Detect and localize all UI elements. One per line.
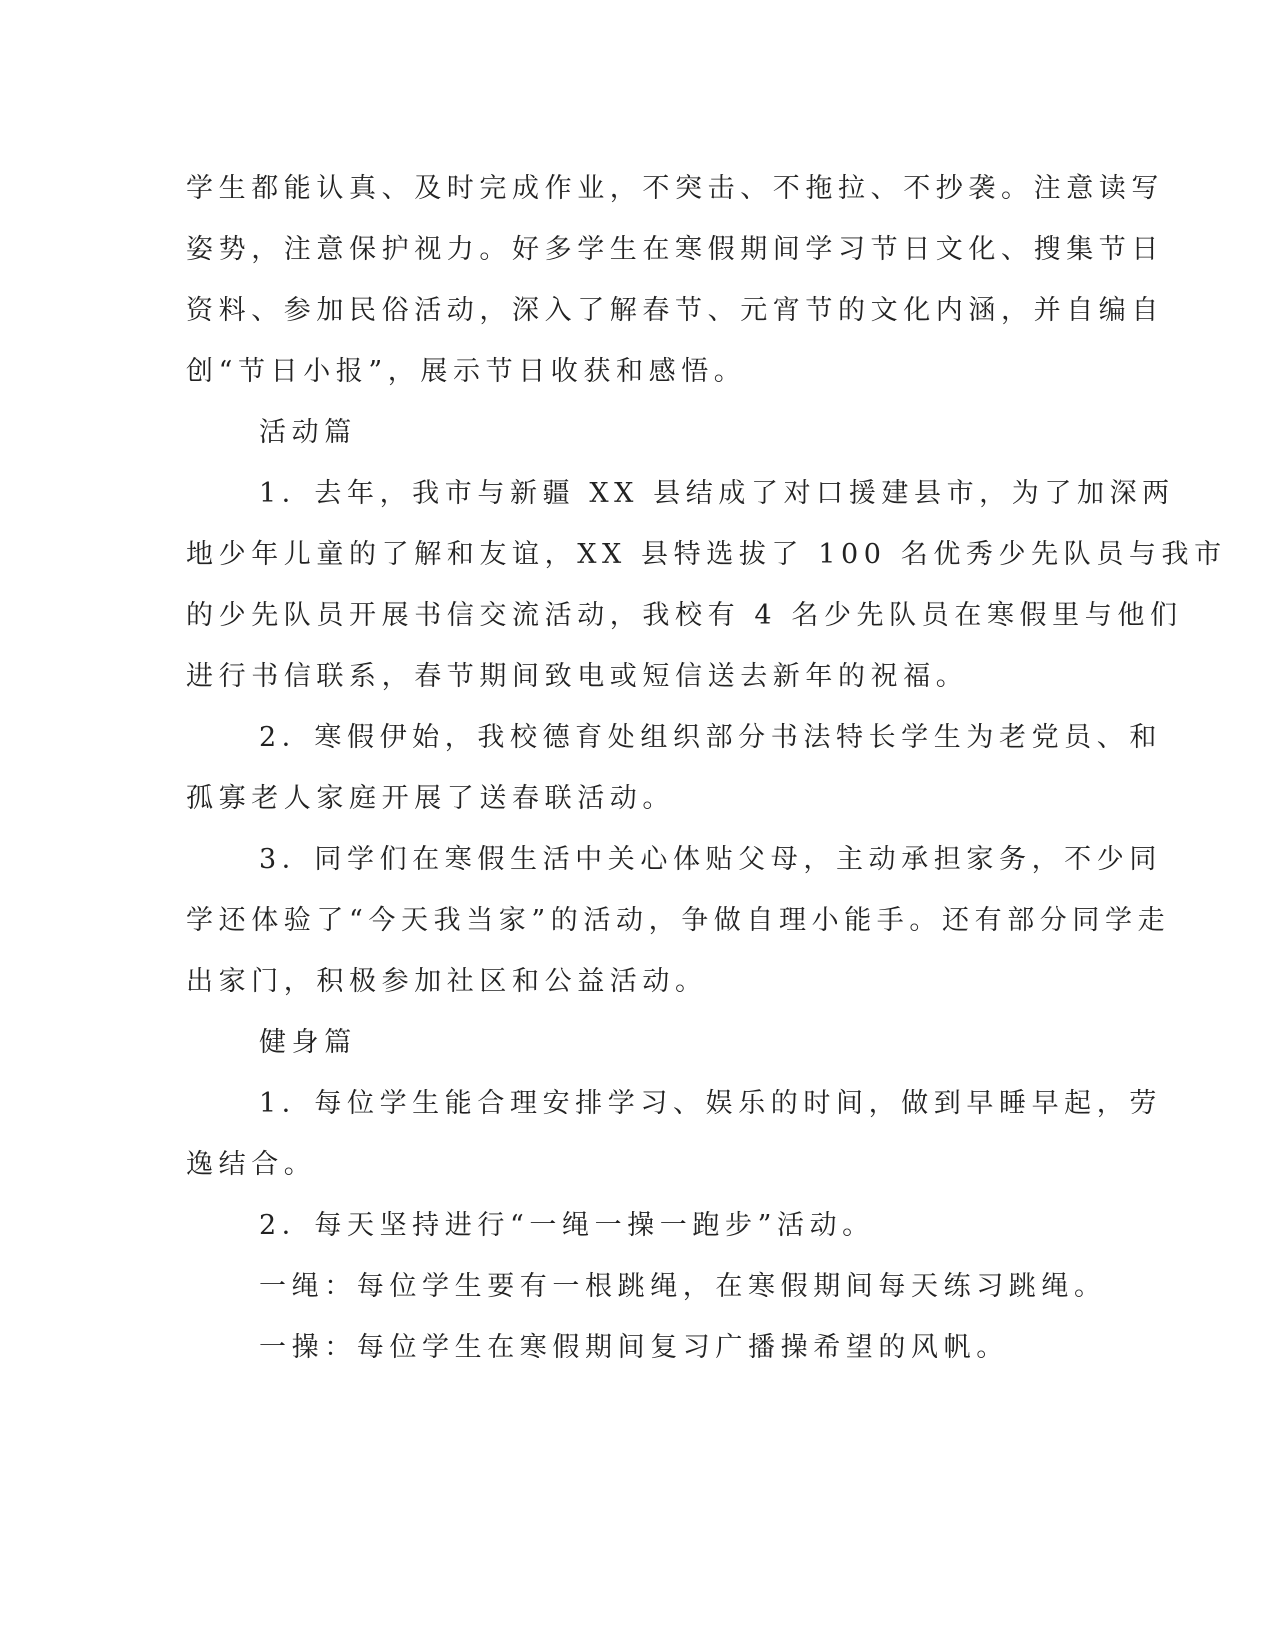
- text-line: 创“节日小报”，展示节日收获和感悟。: [186, 356, 747, 387]
- text-line: 一操：每位学生在寒假期间复习广播操希望的风帆。: [259, 1332, 1009, 1363]
- text-line: 进行书信联系，春节期间致电或短信送去新年的祝福。: [186, 661, 969, 692]
- text-line: 2．寒假伊始，我校德育处组织部分书法特长学生为老党员、和: [259, 722, 1162, 753]
- text-line: 逸结合。: [186, 1149, 317, 1180]
- section-heading-activities: 活动篇: [259, 417, 357, 448]
- text-line: 2．每天坚持进行“一绳一操一跑步”活动。: [259, 1210, 875, 1241]
- text-line: 1．每位学生能合理安排学习、娱乐的时间，做到早睡早起，劳: [259, 1088, 1162, 1119]
- section-heading-fitness: 健身篇: [259, 1027, 357, 1058]
- text-line: 孤寡老人家庭开展了送春联活动。: [186, 783, 675, 814]
- text-line: 学还体验了“今天我当家”的活动，争做自理小能手。还有部分同学走: [186, 905, 1171, 936]
- text-line: 一绳：每位学生要有一根跳绳，在寒假期间每天练习跳绳。: [259, 1271, 1107, 1302]
- text-line: 资料、参加民俗活动，深入了解春节、元宵节的文化内涵，并自编自: [186, 295, 1164, 326]
- text-line: 1．去年，我市与新疆 XX 县结成了对口援建县市，为了加深两: [259, 478, 1175, 509]
- text-line: 学生都能认真、及时完成作业，不突击、不拖拉、不抄袭。注意读写: [186, 173, 1164, 204]
- text-line: 地少年儿童的了解和友谊，XX 县特选拔了 100 名优秀少先队员与我市: [186, 539, 1227, 570]
- document-body: [186, 158, 1227, 1378]
- text-line: 3．同学们在寒假生活中关心体贴父母，主动承担家务，不少同: [259, 844, 1162, 875]
- text-line: 姿势，注意保护视力。好多学生在寒假期间学习节日文化、搜集节日: [186, 234, 1164, 265]
- text-line: 的少先队员开展书信交流活动，我校有 4 名少先队员在寒假里与他们: [186, 600, 1183, 631]
- text-line: 出家门，积极参加社区和公益活动。: [186, 966, 708, 997]
